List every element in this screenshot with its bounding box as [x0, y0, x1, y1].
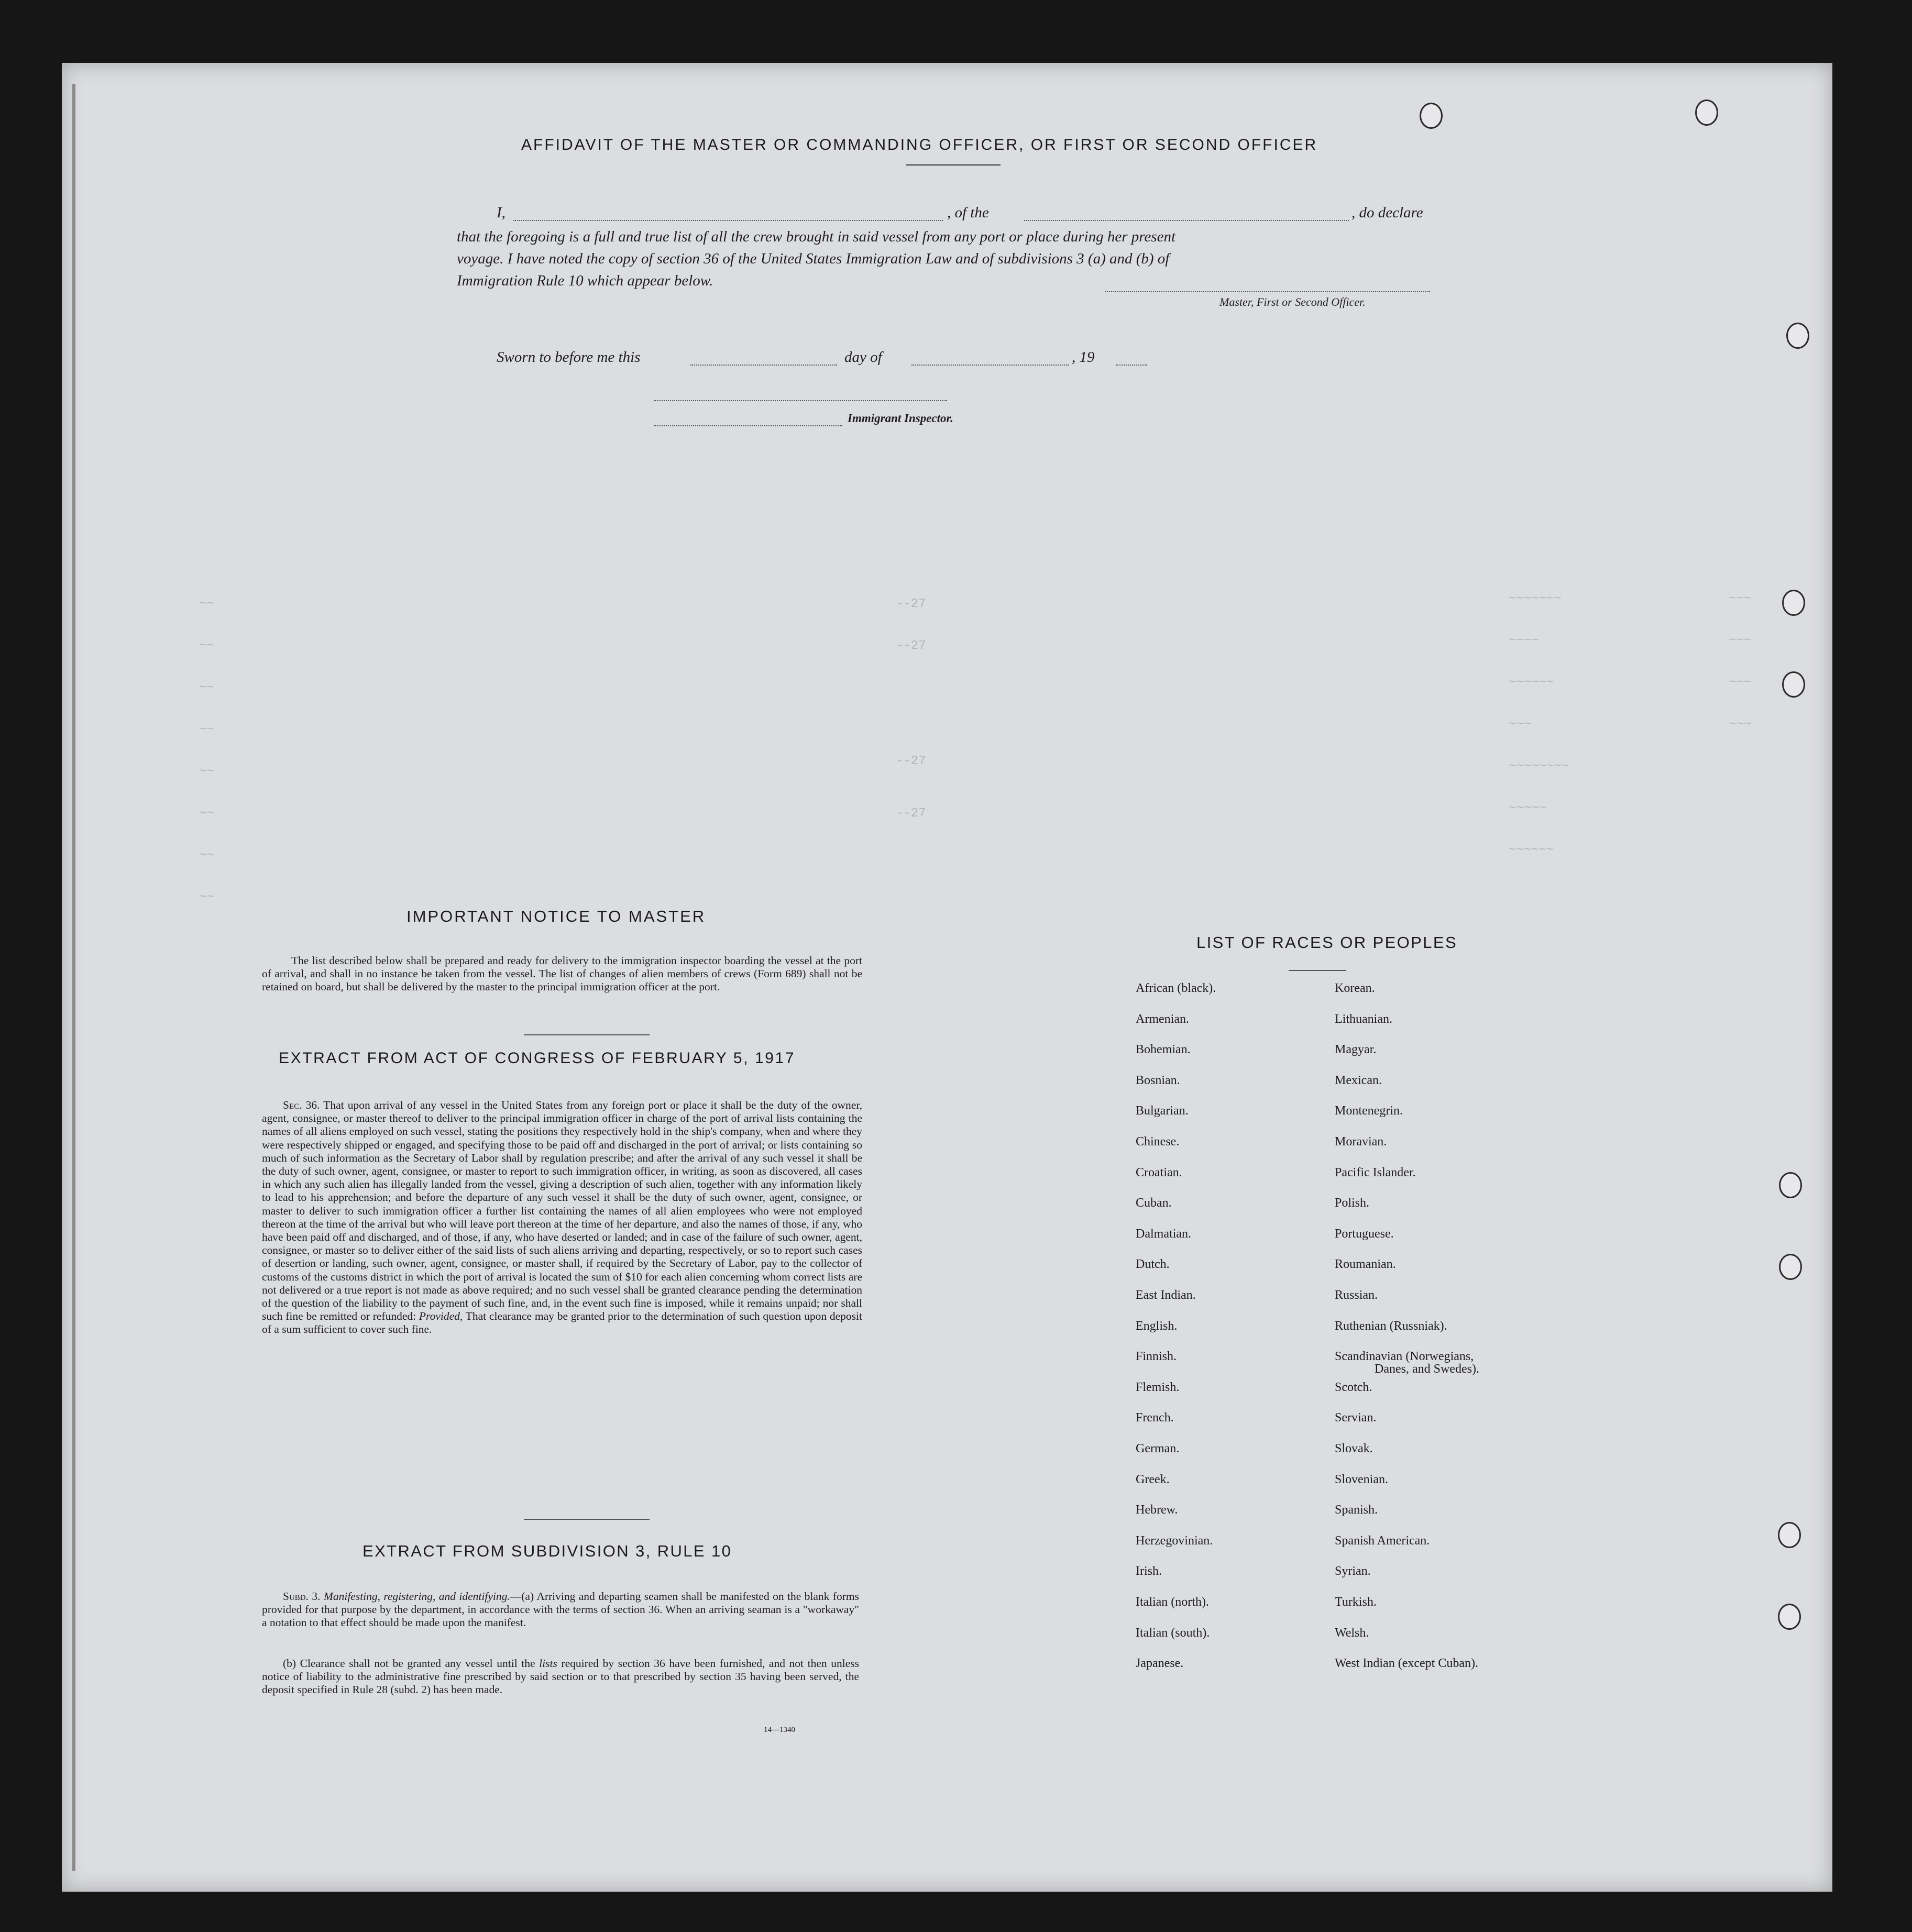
race-right-item: Portuguese.: [1335, 1227, 1394, 1241]
race-left-item: Cuban.: [1136, 1196, 1172, 1210]
bleed-through-text: ~~~~~: [1509, 801, 1547, 815]
bleed-through-text: ~~: [199, 848, 214, 863]
race-right-item: Scandinavian (Norwegians,: [1335, 1350, 1474, 1364]
sworn-year: , 19: [1072, 349, 1095, 366]
bleed-through-text: ~~: [199, 890, 214, 904]
bleed-through-text: ~~~: [1509, 717, 1532, 732]
race-left-item: Flemish.: [1136, 1380, 1180, 1394]
sworn-prefix: Sworn to before me this: [497, 349, 641, 366]
affidavit-title-rule: [906, 164, 1001, 165]
officer-signature-field[interactable]: [1105, 291, 1430, 292]
race-right-item: Slovenian.: [1335, 1472, 1388, 1486]
race-right-item: Mexican.: [1335, 1073, 1382, 1087]
punch-hole: [1420, 103, 1443, 129]
race-right-item: Korean.: [1335, 981, 1375, 995]
race-right-item: Magyar.: [1335, 1043, 1377, 1057]
rule-para-a-body: —(a) Arriving and departing seamen shall be manifested on the blank forms provided for that purpose by the department, in accordance with the terms of section 36. When an arriving seaman is a "workaway" a notation to that effect should be made upon the manifest.: [262, 1590, 859, 1629]
act-provided: Provided,: [419, 1310, 463, 1323]
bleed-through-text: ~~: [199, 681, 214, 695]
vessel-name-field[interactable]: [1024, 220, 1349, 221]
inspector-label: Immigrant Inspector.: [848, 412, 953, 425]
race-right-item: Spanish American.: [1335, 1533, 1430, 1548]
race-right-item: Moravian.: [1335, 1135, 1387, 1149]
sworn-year-field[interactable]: [1116, 365, 1147, 366]
form-number: 14—1340: [764, 1726, 795, 1734]
affidavit-line-3: voyage. I have noted the copy of section 36 of the United States Immigration Law and of subdivisions 3 (a) and (b) of: [457, 250, 1170, 267]
bleed-through-text: ~~: [199, 807, 214, 821]
rule-para-b-lists: lists: [539, 1657, 557, 1670]
race-left-item: French.: [1136, 1411, 1174, 1425]
sworn-day-of: day of: [844, 349, 882, 366]
act-section-36-text: [262, 1099, 862, 1337]
affidavit-i: I,: [497, 204, 506, 221]
bleed-through-text: --27: [896, 597, 926, 611]
rule-para-b: [262, 1657, 859, 1697]
punch-hole: [1782, 671, 1805, 698]
race-left-item: Bosnian.: [1136, 1073, 1180, 1087]
race-right-item: Spanish.: [1335, 1503, 1378, 1517]
notice-title: IMPORTANT NOTICE TO MASTER: [406, 907, 706, 925]
race-left-item: Bohemian.: [1136, 1043, 1191, 1057]
race-right-item: Ruthenian (Russniak).: [1335, 1319, 1447, 1333]
rule-para-a: [262, 1590, 859, 1630]
punch-hole: [1695, 100, 1718, 126]
rule-para-b-start: (b) Clearance shall not be granted any vessel until the: [283, 1657, 535, 1670]
race-left-item: East Indian.: [1136, 1288, 1196, 1302]
race-left-item: Finnish.: [1136, 1350, 1177, 1364]
bleed-through-text: ~~~: [1729, 676, 1752, 690]
race-left-item: Japanese.: [1136, 1657, 1184, 1671]
bleed-through-text: ~~~~~~: [1509, 843, 1554, 857]
race-left-item: German.: [1136, 1442, 1180, 1455]
races-title: LIST OF RACES OR PEOPLES: [1196, 933, 1458, 952]
notice-text: The list described below shall be prepared and ready for delivery to the immigration inspector boarding the vessel at the port of arrival, and shall in no instance be taken from the vessel. The list of changes of alien members of crews (Form 689) shall not be retained on board, but shall be delivered by the master to the principal immigration officer at the port.: [262, 954, 862, 993]
race-left-item: Irish.: [1136, 1564, 1162, 1578]
act-section-body: That upon arrival of any vessel in the United States from any foreign port or place it shall be the duty of the owner, agent, consignee, or master thereof to deliver to the principal immigration officer in charge of the port of arrival lists containing the names of all aliens employed on such vessel, stating the positions they respectively hold in the ship's company, when and where they were respectively shipped or engaged, and specifying those to be paid off and discharged in the port of arrival; or lists containing so much of such information as the Secretary of Labor shall by regulation prescribe; and after the arrival of any such vessel it shall be the duty of such owner, agent, consignee, or master to report to such immigration officer, in writing, as soon as discovered, all cases in which any such alien has illegally landed from the vessel, giving a description of such alien, together with any information likely to lead to his apprehension; and before the departure of any such vessel it shall be the duty of such owner, agent, consignee, or master to deliver to such immigration officer a further list containing the names of all alien employees who were not employed thereon at the time of the arrival but who will leave port thereon at the time of her departure, and also the names of those, if any, who have been paid off and discharged, and of those, if any, who have deserted or landed; and in case of the failure of such owner, agent, consignee, or master so to deliver either of the said lists of such aliens arriving and departing, respectively, or so to report such cases of desertion or landing, such owner, agent, consignee, or master shall, if required by the Secretary of Labor, pay to the collector of customs of the customs district in which the port of arrival is located the sum of $10 for each alien concerning whom correct lists are not delivered or a true report is not made as above required; and no such vessel shall be granted clearance pending the determination of the question of the liability to the payment of such fine, and, in the event such fine is imposed, while it remains unpaid; nor shall such fine be remitted or refunded:: [262, 1099, 862, 1323]
race-left-item: Dalmatian.: [1136, 1227, 1191, 1241]
affidavit-line-4: Immigration Rule 10 which appear below.: [457, 272, 713, 289]
race-right-item: Pacific Islander.: [1335, 1165, 1416, 1179]
bleed-through-text: ~~~~~~: [1509, 676, 1554, 690]
act-section-end: That clearance may be granted prior to the determination of such question upon deposit of a sum sufficient to cover such fine.: [262, 1310, 862, 1336]
bleed-through-text: ~~~~~~~: [1509, 592, 1562, 606]
affidavit-title: AFFIDAVIT OF THE MASTER OR COMMANDING OFFICER, OR FIRST OR SECOND OFFICER: [521, 136, 1318, 153]
bleed-through-text: ~~~: [1729, 592, 1752, 606]
race-left-item: Greek.: [1136, 1472, 1170, 1486]
race-right-item: Slovak.: [1335, 1442, 1373, 1455]
race-left-item: Dutch.: [1136, 1257, 1170, 1272]
punch-hole: [1779, 1254, 1802, 1280]
bleed-through-text: ~~~~~~~~: [1509, 759, 1569, 774]
races-rule: [1289, 970, 1346, 971]
bleed-through-text: ~~: [199, 597, 214, 611]
rule-lead-italic: Manifesting, registering, and identifying.: [323, 1590, 510, 1603]
race-left-item: Italian (south).: [1136, 1626, 1210, 1640]
race-right-item: Servian.: [1335, 1411, 1377, 1425]
bleed-through-text: ~~~: [1729, 717, 1752, 732]
race-right-item: Russian.: [1335, 1288, 1378, 1302]
race-left-item: African (black).: [1136, 981, 1216, 995]
race-left-item: English.: [1136, 1319, 1178, 1333]
race-right-item: Danes, and Swedes).: [1375, 1362, 1479, 1376]
bleed-through-text: ~~: [199, 723, 214, 737]
affidavit-of-the: , of the: [947, 204, 989, 221]
race-left-item: Croatian.: [1136, 1165, 1182, 1179]
punch-hole: [1782, 590, 1805, 616]
master-name-field[interactable]: [513, 220, 943, 221]
punch-hole: [1778, 1522, 1801, 1548]
bleed-through-text: ~~: [199, 765, 214, 779]
race-left-item: Chinese.: [1136, 1135, 1180, 1149]
act-title: EXTRACT FROM ACT OF CONGRESS OF FEBRUARY 5, 1917: [279, 1050, 796, 1067]
race-right-item: Turkish.: [1335, 1595, 1377, 1609]
race-right-item: Polish.: [1335, 1196, 1370, 1210]
act-section-lead: Sec. 36.: [283, 1099, 320, 1111]
bleed-through-text: ~~~: [1729, 634, 1752, 648]
rule-para-b-end: required by section 36 have been furnished, and not then unless notice of liability to the administrative fine prescribed by said section or to that prescribed by section 35 having been served, the deposit specified in Rule 28 (subd. 2) has been made.: [262, 1657, 860, 1696]
race-left-item: Armenian.: [1136, 1012, 1189, 1026]
race-right-item: Roumanian.: [1335, 1257, 1396, 1272]
rule-title: EXTRACT FROM SUBDIVISION 3, RULE 10: [362, 1542, 732, 1560]
officer-signature-label: Master, First or Second Officer.: [1219, 295, 1366, 308]
race-right-item: West Indian (except Cuban).: [1335, 1657, 1478, 1671]
punch-hole: [1786, 323, 1809, 349]
race-right-item: Lithuanian.: [1335, 1012, 1392, 1026]
race-right-item: Syrian.: [1335, 1564, 1371, 1578]
race-left-item: Herzegovinian.: [1136, 1533, 1213, 1548]
race-right-item: Scotch.: [1335, 1380, 1372, 1394]
bleed-through-text: --27: [896, 754, 926, 768]
bleed-through-text: --27: [896, 807, 926, 821]
punch-hole: [1779, 1172, 1802, 1198]
left-edge-line: [72, 84, 75, 1871]
race-left-item: Bulgarian.: [1136, 1104, 1189, 1118]
inspector-signature-line-2: [654, 425, 842, 426]
rule-lead: Subd. 3.: [283, 1590, 321, 1603]
race-right-item: Montenegrin.: [1335, 1104, 1403, 1118]
race-left-item: Italian (north).: [1136, 1595, 1209, 1609]
sworn-day-field[interactable]: [690, 365, 837, 366]
punch-hole: [1778, 1604, 1801, 1630]
notice-rule: [524, 1034, 650, 1035]
inspector-signature-field[interactable]: [654, 400, 947, 401]
race-left-item: Hebrew.: [1136, 1503, 1178, 1517]
bleed-through-text: ~~: [199, 639, 214, 653]
bleed-through-text: ~~~~: [1509, 634, 1539, 648]
affidavit-line-2: that the foregoing is a full and true list of all the crew brought in said vessel from any port or place during her present: [457, 228, 1176, 245]
affidavit-do-declare: , do declare: [1351, 204, 1423, 221]
act-rule: [524, 1519, 650, 1520]
sworn-month-field[interactable]: [911, 365, 1069, 366]
race-right-item: Welsh.: [1335, 1626, 1369, 1640]
bleed-through-text: --27: [896, 639, 926, 653]
